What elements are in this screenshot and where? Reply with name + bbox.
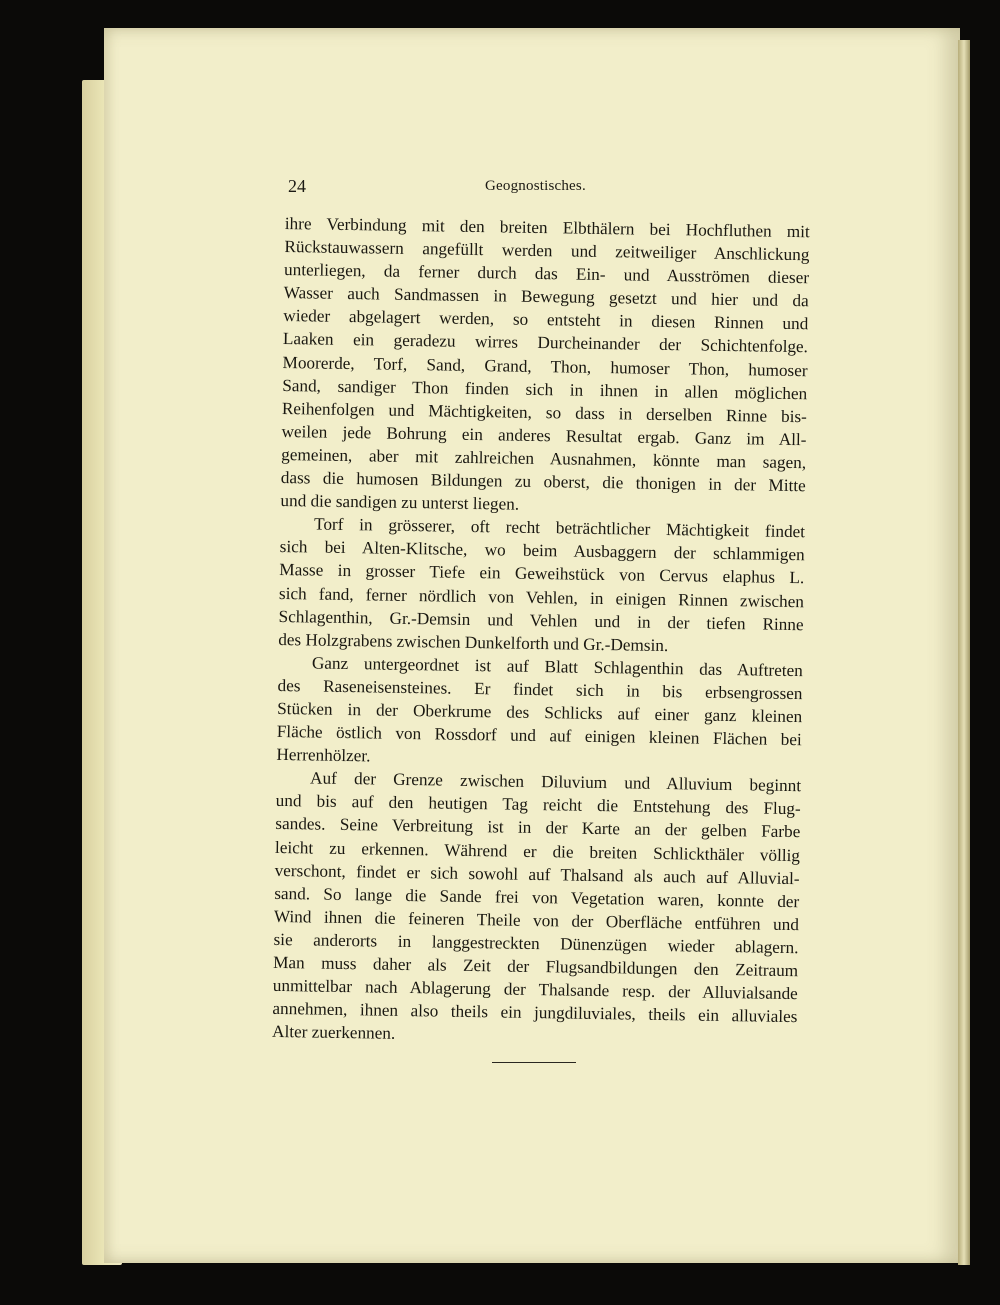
text-line: sich bei Alten-Klitsche, wo beim Ausbaggern der schlammigen [279,537,805,565]
text-line: Wind ihnen die feineren Theile von der Oberfläche entführen und [273,906,800,934]
text-line: Sand, sandiger Thon finden sich in ihnen in allen möglichen [282,375,808,403]
text-line: Alter zuerkennen. [271,1022,396,1044]
text-line: ihre Verbindung mit den breiten Elbthälern bei Hochfluthen mit [284,213,810,242]
text-line: des Raseneisensteines. Er findet sich in bis erbsengrossen [277,675,803,704]
text-line: Schlagenthin, Gr.-Demsin und Vehlen und in der tiefen Rinne [278,606,804,634]
text-line: dass die humosen Bildungen zu oberst, die thonigen in der Mitte [280,467,806,496]
text-line: des Holzgrabens zwischen Dunkelforth und Gr.-Demsin. [278,629,669,655]
text-line: leicht zu erkennen. Während er die breiten Schlickthäler völlig [274,837,801,865]
text-line: und die sandigen zu unterst liegen. [280,491,520,514]
text-line: Herrenhölzer. [276,745,371,766]
text-line: verschont, findet er sich sowohl auf Thalsand als auch auf Alluvial- [274,860,800,888]
section-end-rule [492,1062,576,1063]
page-number: 24 [288,176,306,196]
text-line: gemeinen, aber mit zahlreichen Ausnahmen, könnte man sagen, [281,444,807,473]
body-text [272,212,810,1052]
text-line: sie anderorts in langgestreckten Dünenzügen wieder ablagern. [273,929,799,958]
text-line: Masse in grosser Tiefe ein Geweihstück von Cervus elaphus L. [279,560,805,588]
text-line: Rückstauwassern angefüllt werden und zeitweiliger Anschlickung [284,237,810,265]
text-line: Wasser auch Sandmassen in Bewegung gesetzt und hier und da [283,283,809,311]
text-line: sand. So lange die Sande frei von Vegetation waren, konnte der [274,883,800,911]
text-line: Man muss daher als Zeit der Flugsandbildungen den Zeitraum [273,952,799,981]
text-line: Stücken in der Oberkrume des Schlicks auf einer ganz kleinen [277,698,803,727]
book-spine-strip [958,40,970,1265]
text-line: unterliegen, da ferner durch das Ein- und Ausströmen dieser [283,260,810,288]
page-header [288,176,808,200]
text-line: Torf in grösserer, oft recht beträchtlicher Mächtigkeit findet [313,514,806,542]
text-line: Moorerde, Torf, Sand, Grand, Thon, humoser Thon, humoser [282,352,808,380]
text-line: unmittelbar nach Ablagerung der Thalsande resp. der Alluvialsande [272,975,798,1004]
text-line: Laaken ein geradezu wirres Durcheinander der Schichtenfolge. [282,329,809,357]
text-line: wieder abgelagert werden, so entsteht in diesen Rinnen und [283,306,809,334]
text-line: Ganz untergeordnet ist auf Blatt Schlagenthin das Auftreten [311,653,804,680]
text-line: sich fand, ferner nördlich von Vehlen, in einigen Rinnen zwischen [278,583,805,611]
text-line: Fläche östlich von Rossdorf und auf einigen kleinen Flächen bei [276,721,802,750]
text-line: sandes. Seine Verbreitung ist in der Karte an der gelben Farbe [275,814,801,842]
text-line: weilen jede Bohrung ein anderes Resultat ergab. Ganz im All- [281,421,807,450]
text-line: und bis auf den heutigen Tag reicht die Entstehung des Flug- [275,791,801,819]
text-line: annehmen, ihnen also theils ein jungdiluviales, theils ein alluviales [272,999,798,1027]
text-line: Auf der Grenze zwischen Diluvium und Alluvium beginnt [309,768,802,796]
running-title: Geognostisches. [485,178,586,194]
text-line: Reihenfolgen und Mächtigkeiten, so dass in derselben Rinne bis- [281,398,808,426]
